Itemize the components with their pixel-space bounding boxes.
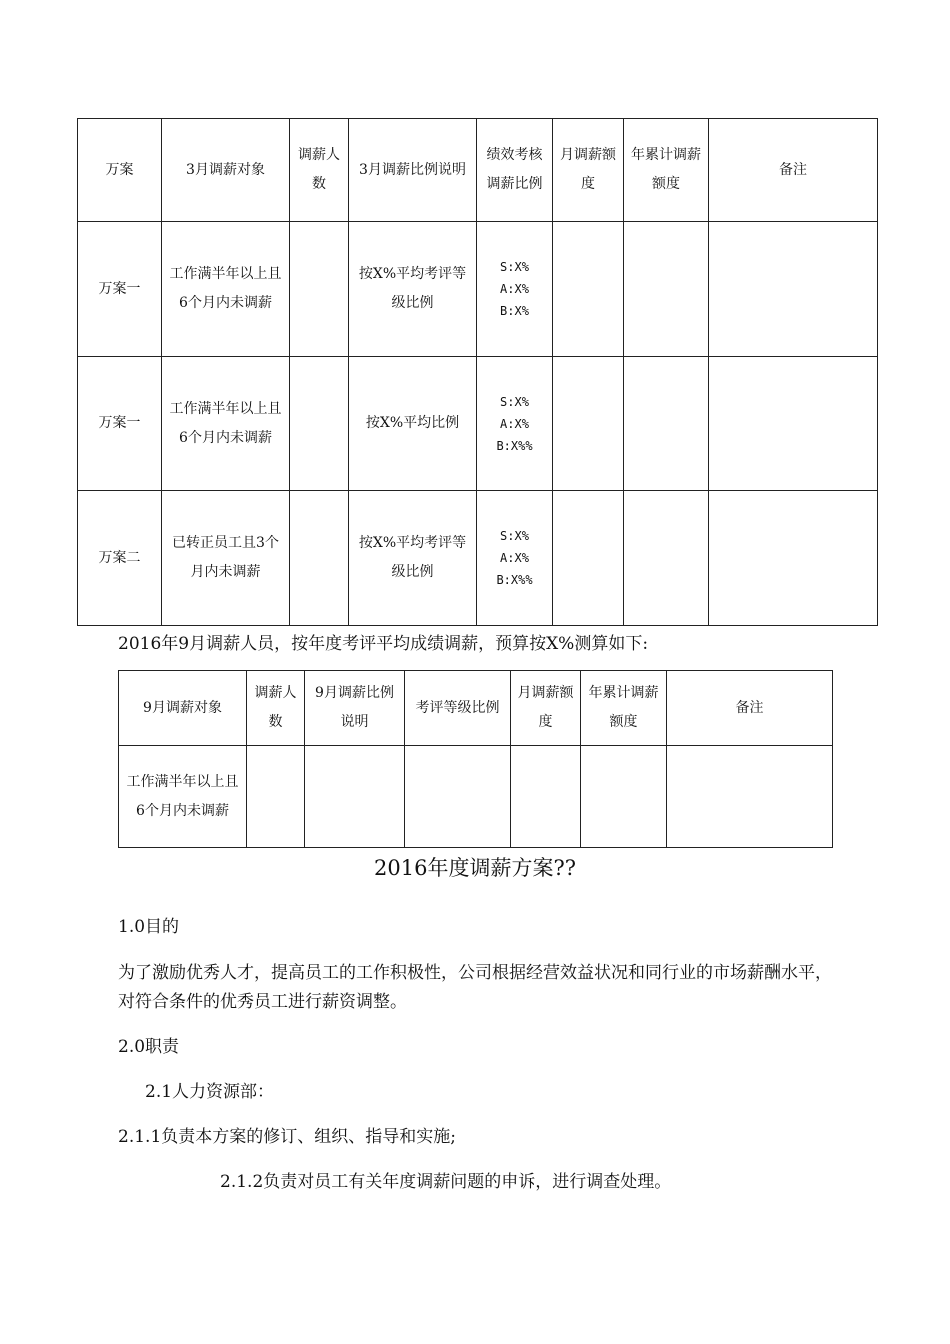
header-cell: 备注 xyxy=(667,671,833,746)
purpose-body-line: 为了激励优秀人才，提高员工的工作积极性，公司根据经营效益状况和同行业的市场薪酬水平， xyxy=(118,963,832,983)
count-cell xyxy=(290,357,349,491)
header-cell: 月调薪额度 xyxy=(553,119,624,222)
desc-cell: 按X%平均考评等级比例 xyxy=(349,222,477,357)
march-raise-table xyxy=(77,118,878,626)
table-row xyxy=(78,491,878,626)
table-row xyxy=(119,746,833,848)
responsibility-item: 2.1.2负责对员工有关年度调薪问题的申诉，进行调查处理。 xyxy=(220,1172,672,1192)
header-cell: 调薪人数 xyxy=(290,119,349,222)
table-row xyxy=(78,357,878,491)
table-header-row xyxy=(119,671,833,746)
note-cell xyxy=(709,222,878,357)
target-cell: 工作满半年以上且6个月内未调薪 xyxy=(162,222,290,357)
header-cell: 万案 xyxy=(78,119,162,222)
header-cell: 调薪人数 xyxy=(247,671,305,746)
annual-cell xyxy=(624,491,709,626)
header-cell: 9月调薪对象 xyxy=(119,671,247,746)
ratio-cell: S:X% A:X% B:X% xyxy=(477,222,553,357)
header-cell: 3月调薪对象 xyxy=(162,119,290,222)
section-heading-purpose: 1.0目的 xyxy=(118,917,180,937)
purpose-body-line: 对符合条件的优秀员工进行薪资调整。 xyxy=(118,992,407,1012)
monthly-cell xyxy=(553,222,624,357)
header-cell: 绩效考核调薪比例 xyxy=(477,119,553,222)
count-cell xyxy=(247,746,305,848)
annual-cell xyxy=(581,746,667,848)
ratio-cell: S:X% A:X% B:X%% xyxy=(477,357,553,491)
note-cell xyxy=(667,746,833,848)
plan-cell: 万案二 xyxy=(78,491,162,626)
september-intro-text: 2016年9月调薪人员，按年度考评平均成绩调薪，预算按X%测算如下: xyxy=(118,634,649,654)
table-row xyxy=(78,222,878,357)
header-cell: 3月调薪比例说明 xyxy=(349,119,477,222)
header-cell: 考评等级比例 xyxy=(405,671,511,746)
document-title: 2016年度调薪方案?? xyxy=(374,856,576,880)
desc-cell: 按X%平均比例 xyxy=(349,357,477,491)
september-raise-table xyxy=(118,670,833,848)
plan-cell: 万案一 xyxy=(78,222,162,357)
monthly-cell xyxy=(511,746,581,848)
header-cell: 备注 xyxy=(709,119,878,222)
target-cell: 工作满半年以上且6个月内未调薪 xyxy=(119,746,247,848)
monthly-cell xyxy=(553,357,624,491)
header-cell: 年累计调薪额度 xyxy=(624,119,709,222)
grade-cell xyxy=(405,746,511,848)
ratio-cell: S:X% A:X% B:X%% xyxy=(477,491,553,626)
desc-cell xyxy=(305,746,405,848)
plan-cell: 万案一 xyxy=(78,357,162,491)
monthly-cell xyxy=(553,491,624,626)
target-cell: 已转正员工且3个月内未调薪 xyxy=(162,491,290,626)
annual-cell xyxy=(624,357,709,491)
responsibility-item: 2.1.1负责本方案的修订、组织、指导和实施; xyxy=(118,1127,456,1147)
header-cell: 月调薪额度 xyxy=(511,671,581,746)
header-cell: 年累计调薪额度 xyxy=(581,671,667,746)
section-heading-responsibilities: 2.0职责 xyxy=(118,1037,180,1057)
header-cell: 9月调薪比例说明 xyxy=(305,671,405,746)
note-cell xyxy=(709,357,878,491)
count-cell xyxy=(290,491,349,626)
count-cell xyxy=(290,222,349,357)
subsection-hr-department: 2.1人力资源部： xyxy=(145,1082,275,1102)
target-cell: 工作满半年以上且6个月内未调薪 xyxy=(162,357,290,491)
note-cell xyxy=(709,491,878,626)
table-header-row xyxy=(78,119,878,222)
annual-cell xyxy=(624,222,709,357)
desc-cell: 按X%平均考评等级比例 xyxy=(349,491,477,626)
